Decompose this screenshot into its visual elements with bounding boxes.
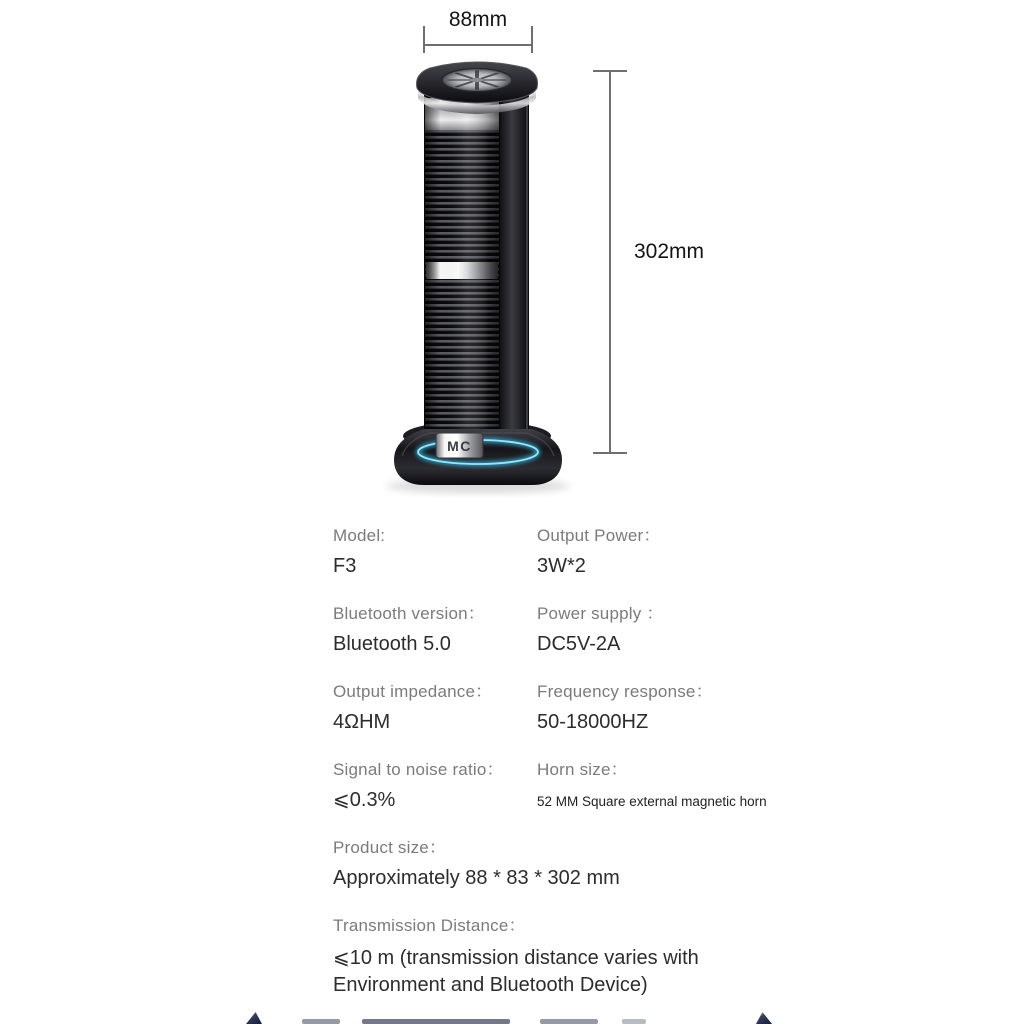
spec-value: 3W*2 <box>537 555 586 577</box>
width-dimension-tick-left <box>423 26 425 53</box>
height-dimension-cap-bottom <box>593 452 627 454</box>
width-dimension-line <box>423 44 533 46</box>
cutoff-text-fragment <box>302 1019 340 1024</box>
height-dimension-cap-top <box>593 70 627 72</box>
spec-value: Bluetooth 5.0 <box>333 633 451 655</box>
spec-label: Product size： <box>333 838 447 857</box>
spec-item-product-size <box>333 838 793 890</box>
spec-label: Bluetooth version： <box>333 604 485 623</box>
height-dimension-label: 302mm <box>634 240 705 263</box>
brand-logo: MC <box>447 438 472 454</box>
spec-item-transmission-distance <box>333 916 793 999</box>
spec-label: Transmission Distance： <box>333 916 526 935</box>
height-dimension-line <box>609 71 611 453</box>
spec-value: Approximately 88 * 83 * 302 mm <box>333 867 620 889</box>
spec-item-signal-noise-ratio <box>333 760 537 812</box>
spec-label: Output impedance： <box>333 682 493 701</box>
cutoff-text-fragment <box>622 1019 646 1024</box>
spec-value: 4ΩHM <box>333 711 391 733</box>
spec-label: Output Power： <box>537 526 661 545</box>
spec-item-bluetooth-version <box>333 604 537 656</box>
width-dimension-tick-right <box>531 26 533 53</box>
spec-value: ⩽0.3% <box>333 789 396 811</box>
spec-item-horn-size <box>537 760 793 812</box>
spec-label: Model: <box>333 526 386 545</box>
volume-knob <box>442 69 512 92</box>
cutoff-text-fragment <box>540 1019 598 1024</box>
spec-value: F3 <box>333 555 357 577</box>
spec-label: Horn size： <box>537 760 628 779</box>
cutoff-text-fragment <box>362 1019 510 1024</box>
spec-list <box>333 526 793 1024</box>
speaker-product-image <box>380 58 580 498</box>
cutoff-arrow-left-icon <box>246 1012 262 1024</box>
spec-value: ⩽10 m (transmission distance varies with Environment and Bluetooth Device) <box>333 947 699 996</box>
spec-item-power-supply <box>537 604 793 656</box>
spec-value: 52 MM Square external magnetic horn <box>537 794 767 809</box>
spec-value: DC5V-2A <box>537 633 621 655</box>
spec-label: Frequency response： <box>537 682 713 701</box>
brand-badge <box>436 433 483 458</box>
spec-item-output-power <box>537 526 793 578</box>
spec-label: Signal to noise ratio： <box>333 760 504 779</box>
spec-label: Power supply ： <box>537 604 664 623</box>
cutoff-banner <box>0 1010 1024 1024</box>
width-dimension-label: 88mm <box>448 8 508 31</box>
spec-item-model <box>333 526 537 578</box>
spec-item-frequency-response <box>537 682 793 734</box>
cutoff-arrow-right-icon <box>756 1012 772 1024</box>
spec-item-output-impedance <box>333 682 537 734</box>
spec-value: 50-18000HZ <box>537 711 649 733</box>
